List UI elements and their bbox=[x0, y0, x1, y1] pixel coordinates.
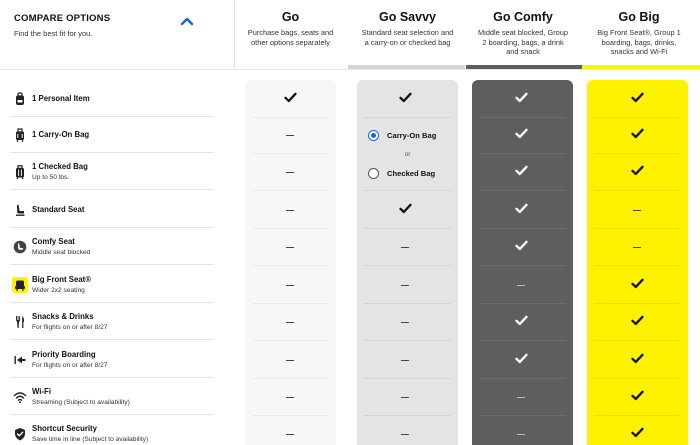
feature-name: Standard Seat bbox=[32, 205, 85, 214]
cell-divider bbox=[252, 190, 329, 191]
collapse-button[interactable] bbox=[178, 14, 196, 28]
not-included-dash bbox=[401, 285, 409, 286]
or-separator: or bbox=[404, 151, 411, 158]
feature-subtext: Streaming (Subject to availability) bbox=[32, 399, 130, 406]
cell-divider bbox=[364, 117, 451, 118]
cell-divider bbox=[479, 415, 566, 416]
feature-name: Priority Boarding bbox=[32, 350, 96, 359]
feature-name: Snacks & Drinks bbox=[32, 312, 94, 321]
feature-name: Shortcut Security bbox=[32, 424, 97, 433]
not-included-dash bbox=[517, 434, 525, 435]
feature-row-standard-seat bbox=[10, 191, 214, 228]
check-icon bbox=[629, 389, 645, 403]
cell-divider bbox=[479, 303, 566, 304]
cell-divider bbox=[594, 153, 681, 154]
boarding-icon bbox=[12, 352, 28, 368]
not-included-dash bbox=[401, 434, 409, 435]
shield-icon bbox=[12, 426, 28, 442]
cell-divider bbox=[252, 378, 329, 379]
feature-name: Wi-Fi bbox=[32, 387, 51, 396]
not-included-dash bbox=[401, 322, 409, 323]
feature-row-personal-item bbox=[10, 80, 214, 117]
plan-desc-line: Standard seat selection and bbox=[361, 28, 454, 37]
carry-on-bag-option[interactable] bbox=[368, 128, 436, 142]
feature-name: 1 Personal Item bbox=[32, 94, 90, 103]
cell-divider bbox=[479, 340, 566, 341]
comfy-seat-icon bbox=[12, 239, 28, 255]
check-icon bbox=[282, 91, 298, 105]
check-icon bbox=[629, 164, 645, 178]
suitcase-icon bbox=[12, 164, 28, 180]
cell-divider bbox=[364, 265, 451, 266]
header-rule bbox=[0, 69, 700, 70]
plan-description bbox=[235, 28, 346, 47]
plan-desc-line: and snack bbox=[506, 47, 540, 56]
not-included-dash bbox=[517, 397, 525, 398]
not-included-dash bbox=[401, 360, 409, 361]
cell-divider bbox=[479, 117, 566, 118]
plan-desc-line: other options separately bbox=[251, 37, 330, 47]
backpack-icon bbox=[12, 91, 28, 107]
checked-bag-label: Checked Bag bbox=[387, 168, 436, 178]
cell-divider bbox=[364, 415, 451, 416]
plan-header-go bbox=[235, 10, 346, 47]
plan-description bbox=[466, 28, 580, 57]
not-included-dash bbox=[286, 247, 294, 248]
not-included-dash bbox=[286, 397, 294, 398]
cell-divider bbox=[594, 190, 681, 191]
feature-row-shortcut-security bbox=[10, 415, 214, 445]
plan-description bbox=[348, 28, 467, 47]
feature-name: 1 Carry-On Bag bbox=[32, 130, 90, 139]
plan-description bbox=[582, 28, 696, 57]
cell-divider bbox=[364, 190, 451, 191]
cell-divider bbox=[364, 228, 451, 229]
utensils-icon bbox=[12, 314, 28, 330]
cell-divider bbox=[594, 378, 681, 379]
plan-desc-line: Big Front Seat®, Group 1 bbox=[597, 28, 681, 37]
check-icon bbox=[629, 127, 645, 141]
plan-name: Go Savvy bbox=[379, 10, 436, 24]
cell-divider bbox=[594, 415, 681, 416]
cell-divider bbox=[594, 303, 681, 304]
plan-name: Go Big bbox=[618, 10, 660, 24]
not-included-dash bbox=[401, 397, 409, 398]
checked-bag-option[interactable] bbox=[368, 166, 435, 180]
feature-row-priority-boarding bbox=[10, 341, 214, 378]
plan-name: Go Comfy bbox=[493, 10, 553, 24]
not-included-dash bbox=[286, 135, 294, 136]
cell-divider bbox=[594, 117, 681, 118]
not-included-dash bbox=[401, 247, 409, 248]
cell-divider bbox=[364, 340, 451, 341]
check-icon bbox=[629, 314, 645, 328]
cell-divider bbox=[479, 228, 566, 229]
feature-subtext: Save time in line (Subject to availability) bbox=[32, 436, 149, 443]
feature-subtext: For flights on or after 8/27 bbox=[32, 324, 108, 331]
check-icon bbox=[629, 277, 645, 291]
cell-divider bbox=[252, 265, 329, 266]
feature-row-checked-bag bbox=[10, 153, 214, 190]
not-included-dash bbox=[286, 285, 294, 286]
plan-desc-line: snacks and Wi-Fi bbox=[610, 47, 668, 56]
check-icon bbox=[629, 91, 645, 105]
feature-subtext: Up to 50 lbs. bbox=[32, 174, 70, 181]
plan-desc-line: Purchase bags, seats and bbox=[247, 28, 334, 37]
check-icon bbox=[513, 314, 529, 328]
chevron-up-icon bbox=[178, 14, 196, 28]
cell-divider bbox=[252, 415, 329, 416]
feature-subtext: Wider 2x2 seating bbox=[32, 287, 85, 294]
feature-name: Big Front Seat® bbox=[32, 275, 92, 284]
check-icon bbox=[397, 202, 413, 216]
carry-on-bag-radio[interactable] bbox=[368, 130, 379, 141]
plan-desc-line: boarding, bags, drinks, bbox=[601, 37, 677, 47]
cell-divider bbox=[364, 378, 451, 379]
feature-row-snacks-drinks bbox=[10, 303, 214, 340]
cell-divider bbox=[252, 228, 329, 229]
check-icon bbox=[513, 127, 529, 141]
cell-divider bbox=[479, 190, 566, 191]
not-included-dash bbox=[633, 247, 641, 248]
plan-desc-line: a carry-on or checked bag bbox=[364, 37, 451, 47]
check-icon bbox=[629, 352, 645, 366]
feature-row-big-front-seat bbox=[10, 266, 214, 303]
carry-on-bag-label: Carry-On Bag bbox=[387, 130, 437, 140]
check-icon bbox=[397, 91, 413, 105]
cell-divider bbox=[364, 303, 451, 304]
feature-subtext: For flights on or after 8/27 bbox=[32, 362, 108, 369]
compare-title: COMPARE OPTIONS bbox=[14, 13, 111, 24]
not-included-dash bbox=[286, 172, 294, 173]
cell-divider bbox=[252, 153, 329, 154]
feature-row-carry-on bbox=[10, 116, 214, 153]
cell-divider bbox=[594, 340, 681, 341]
plan-header-go-comfy bbox=[466, 10, 580, 57]
cell-divider bbox=[252, 117, 329, 118]
plan-desc-line: Middle seat blocked, Group bbox=[478, 28, 568, 37]
check-icon bbox=[513, 239, 529, 253]
cell-divider bbox=[479, 153, 566, 154]
cell-divider bbox=[252, 340, 329, 341]
plan-name: Go bbox=[281, 10, 300, 24]
check-icon bbox=[513, 91, 529, 105]
plan-desc-line: 2 boarding, bags, a drink bbox=[482, 37, 564, 47]
not-included-dash bbox=[633, 210, 641, 211]
big-front-seat-icon bbox=[12, 277, 28, 293]
wifi-icon bbox=[12, 389, 28, 405]
cell-divider bbox=[252, 303, 329, 304]
not-included-dash bbox=[517, 285, 525, 286]
compare-subtitle: Find the best fit for you. bbox=[14, 29, 93, 38]
feature-name: Comfy Seat bbox=[32, 237, 75, 246]
check-icon bbox=[629, 426, 645, 440]
carry-on-bag-icon bbox=[12, 127, 28, 143]
feature-row-comfy-seat bbox=[10, 228, 214, 265]
feature-row-wifi bbox=[10, 378, 214, 415]
compare-header bbox=[14, 13, 234, 38]
plan-header-go-big bbox=[582, 10, 696, 57]
cell-divider bbox=[594, 228, 681, 229]
cell-divider bbox=[479, 265, 566, 266]
not-included-dash bbox=[286, 322, 294, 323]
not-included-dash bbox=[286, 210, 294, 211]
check-icon bbox=[513, 202, 529, 216]
checked-bag-radio[interactable] bbox=[368, 168, 379, 179]
seat-icon bbox=[12, 202, 28, 218]
check-icon bbox=[513, 164, 529, 178]
not-included-dash bbox=[286, 360, 294, 361]
cell-divider bbox=[479, 378, 566, 379]
check-icon bbox=[513, 352, 529, 366]
feature-subtext: Middle seat blocked bbox=[32, 249, 91, 256]
plan-header-go-savvy bbox=[348, 10, 467, 47]
cell-divider bbox=[594, 265, 681, 266]
not-included-dash bbox=[286, 434, 294, 435]
feature-name: 1 Checked Bag bbox=[32, 162, 88, 171]
